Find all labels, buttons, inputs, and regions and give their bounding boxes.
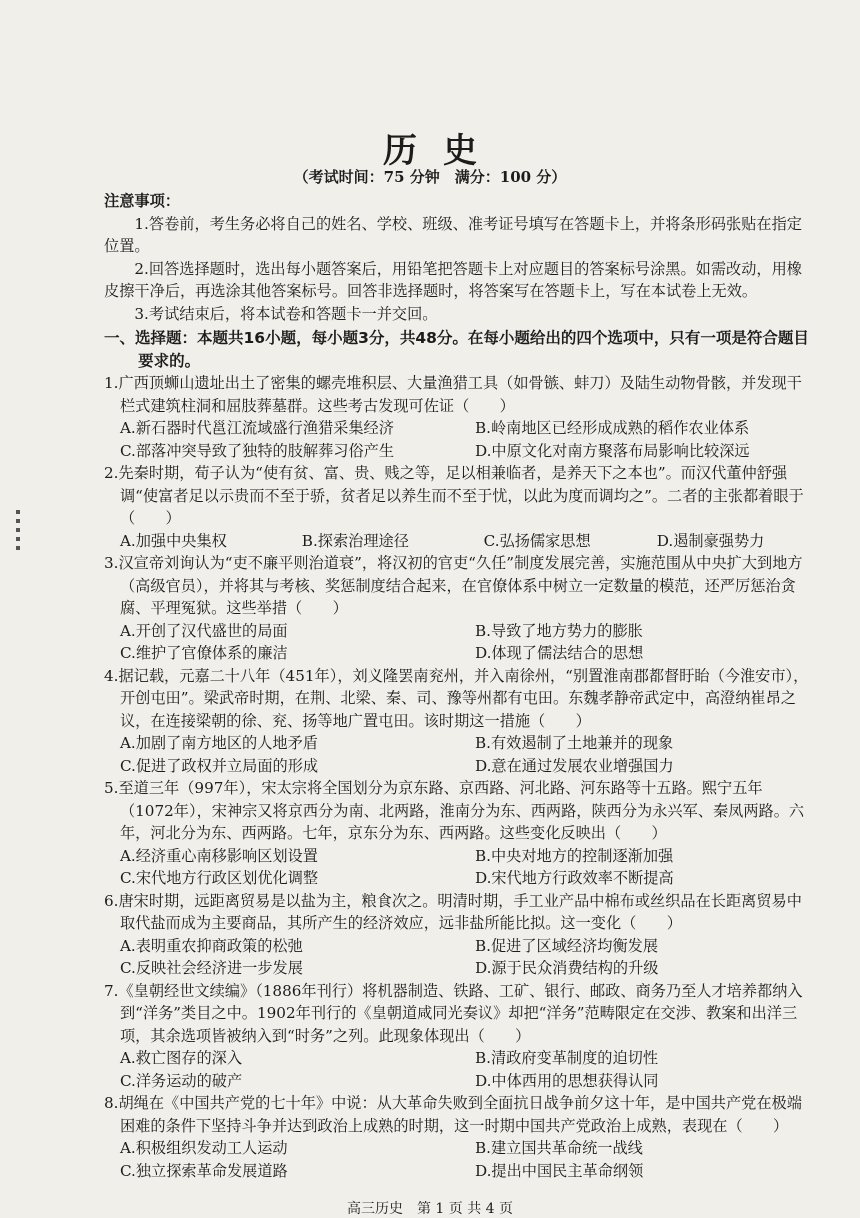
option: A.新石器时代邕江流域盛行渔猎采集经济 [119,419,394,437]
question-stem: 7.《皇朝经世文续编》（1886年刊行）将机器制造、铁路、工矿、银行、邮政、商务乃至人才培养都纳入到“洋务”类目之中。1902年刊行的《皇朝道咸同光奏议》却把“洋务”范畴限定在交涉、教案和出洋三项，其余选项皆被纳入到“时务”之列。此现象体现出（ ） [104,981,803,1045]
question-stem: 6.唐宋时期，远距离贸易是以盐为主，粮食次之。明清时期，手工业产品中棉布或丝织品在长距离贸易中取代盐而成为主要商品，其所产生的经济效应，远非盐所能比拟。这一变化（ ） [104,891,802,932]
page-footer: 高三历史 第 1 页 共 4 页 [346,1201,514,1217]
option: D.中原文化对南方聚落布局影响比较深远 [474,441,750,460]
question-stem: 2.先秦时期，荀子认为“使有贫、富、贵、贱之等，足以相兼临者，是养天下之本也”。而汉代董仲舒强调“使富者足以示贵而不至于骄，贫者足以养生而不至于忧，以此为度而调均之”。二者的主张都着眼于（ ） [104,464,804,527]
question [104,1092,814,1182]
option: B.清政府变革制度的迫切性 [474,1049,659,1067]
options [104,1047,814,1092]
option: A.加强中央集权 [119,531,227,550]
exam-title: 历史 [383,131,503,171]
option: D.源于民众消费结构的升级 [474,959,659,977]
option: C.反映社会经济进一步发展 [119,959,303,977]
option: C.宋代地方行政区划优化调整 [119,869,319,887]
option: D.中体西用的思想获得认同 [474,1071,659,1090]
question [104,890,814,980]
options [104,620,814,665]
options [104,530,814,553]
question [104,980,814,1093]
options [104,1137,814,1182]
exam-content [104,190,814,1182]
option: D.体现了儒法结合的思想 [474,644,644,662]
notice-item: 2.回答选择题时，选出每小题答案后，用铅笔把答题卡上对应题目的答案标号涂黑。如需改动，用橡皮擦干净后，再选涂其他答案标号。回答非选择题时，将答案写在答题卡上，写在本试卷上无效。 [104,259,802,300]
question-stem: 3.汉宣帝刘询认为“吏不廉平则治道衰”，将汉初的官吏“久任”制度发展完善，实施范围从中央扩大到地方（高级官员），并将其与考核、奖惩制度结合起来，在官僚体系中树立一定数量的模范，还严厉惩治贪腐、平理冤狱。这些举措（ ） [104,554,803,617]
option: A.开创了汉代盛世的局面 [119,621,288,640]
option: B.导致了地方势力的膨胀 [474,621,643,640]
option: D.宋代地方行政效率不断提高 [474,869,674,887]
option: A.积极组织发动工人运动 [119,1139,288,1157]
question [104,372,814,462]
option: A.救亡图存的深入 [119,1049,243,1067]
question [104,665,814,778]
question [104,552,814,665]
options [104,845,814,890]
option: B.促进了区域经济均衡发展 [474,936,659,955]
exam-subtitle: （考试时间：75 分钟 满分：100 分） [293,168,567,186]
option: A.加剧了南方地区的人地矛盾 [119,734,318,752]
option: B.中央对地方的控制逐渐加强 [474,846,674,865]
option: C.洋务运动的破产 [119,1071,243,1090]
option: B.探索治理途径 [301,531,409,550]
binding-margin-marks [14,505,22,565]
option: D.意在通过发展农业增强国力 [474,756,674,775]
option: A.经济重心南移影响区划设置 [119,846,318,865]
option: D.提出中国民主革命纲领 [474,1161,644,1180]
question [104,777,814,890]
question [104,462,814,552]
section-heading: 一、选择题：本题共16小题，每小题3分，共48分。在每小题给出的四个选项中，只有一项是符合题目要求的。 [104,329,809,370]
question-stem: 4.据记载，元嘉二十八年（451年），刘义隆罢南兖州，并入南徐州，“别置淮南郡都督盱眙（今淮安市），开创屯田”。梁武帝时期，在荆、北梁、秦、司、豫等州都有屯田。东魏孝静帝武定中，高澄纳崔昂之议，在连接梁朝的徐、兖、扬等地广置屯田。该时期这一措施（ ） [104,666,809,730]
notice-item: 1.答卷前，考生务必将自己的姓名、学校、班级、准考证号填写在答题卡上，并将条形码张贴在指定位置。 [104,214,802,255]
option: C.部落冲突导致了独特的肢解葬习俗产生 [119,441,395,460]
option: C.独立探索革命发展道路 [119,1161,288,1180]
question-stem: 1.广西顶蛳山遗址出土了密集的螺壳堆积层、大量渔猎工具（如骨镞、蚌刀）及陆生动物骨骸，并发现干栏式建筑柱洞和屈肢葬墓群。这些考古发现可佐证（ ） [104,374,802,415]
option: C.维护了官僚体系的廉洁 [119,644,288,662]
notice-heading: 注意事项： [104,192,180,210]
option: B.岭南地区已经形成成熟的稻作农业体系 [474,419,750,437]
option: A.表明重农抑商政策的松弛 [119,936,303,955]
question-stem: 5.至道三年（997年），宋太宗将全国划分为京东路、京西路、河北路、河东路等十五路。熙宁五年（1072年），宋神宗又将京西分为南、北两路，淮南分为东、西两路，陕西分为永兴军、秦凤两路。六年，河北分为东、西两路。七年，京东分为东、西两路。这些变化反映出（ ） [104,779,805,842]
options [104,732,814,777]
options [104,417,814,462]
option: C.弘扬儒家思想 [483,531,591,550]
question-stem: 8.胡绳在《中国共产党的七十年》中说：从大革命失败到全面抗日战争前夕这十年，是中国共产党在极端困难的条件下坚持斗争并达到政治上成熟的时期，这一时期中国共产党政治上成熟，表现在（ ） [104,1094,802,1135]
option: C.促进了政权并立局面的形成 [119,756,319,775]
notice-item: 3.考试结束后，将本试卷和答题卡一并交回。 [134,304,438,323]
option: D.遏制豪强势力 [656,531,765,550]
option: B.建立国共革命统一战线 [474,1139,643,1157]
options [104,935,814,980]
option: B.有效遏制了土地兼并的现象 [474,734,674,752]
